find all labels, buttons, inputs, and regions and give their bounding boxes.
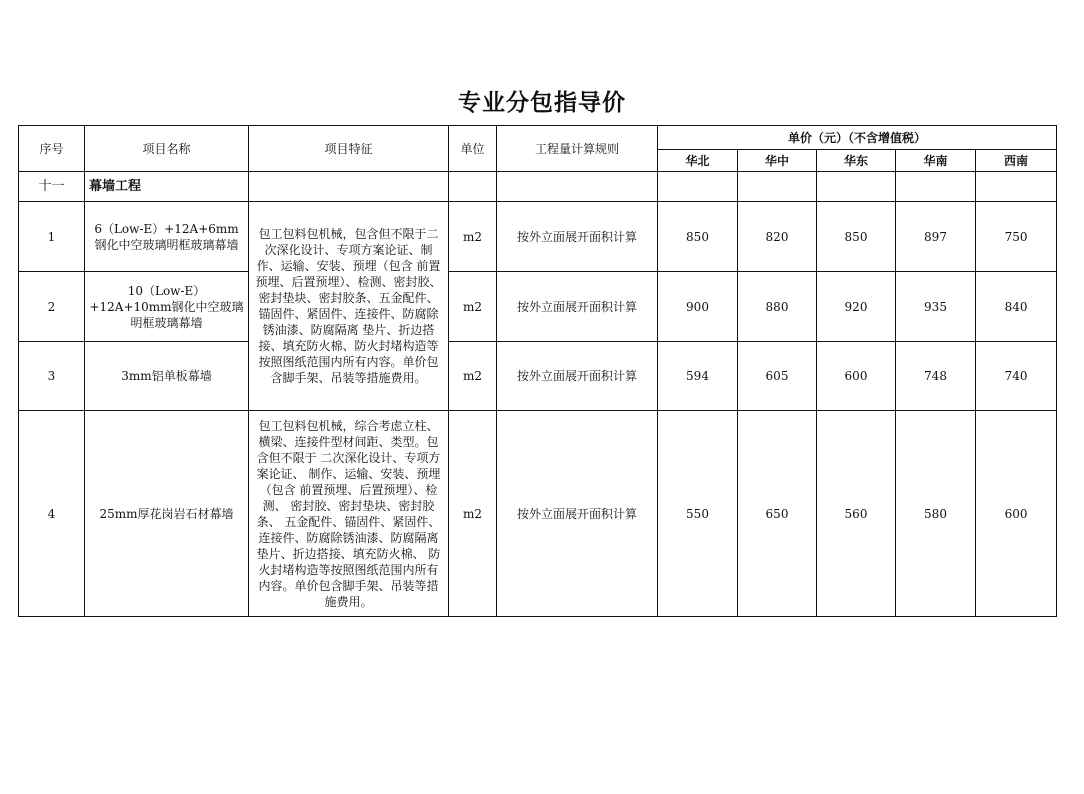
empty-cell <box>896 172 976 202</box>
header-region-huanan: 华南 <box>896 150 976 172</box>
price-huazhong: 820 <box>738 202 817 272</box>
empty-cell <box>497 172 658 202</box>
header-rule: 工程量计算规则 <box>497 126 658 172</box>
price-xinan: 600 <box>976 411 1057 617</box>
table-row <box>19 272 1057 342</box>
price-huabei: 900 <box>658 272 738 342</box>
section-row <box>19 172 1057 202</box>
empty-cell <box>976 172 1057 202</box>
table-row <box>19 411 1057 617</box>
price-huanan: 897 <box>896 202 976 272</box>
price-huazhong: 880 <box>738 272 817 342</box>
price-huazhong: 650 <box>738 411 817 617</box>
price-huazhong: 605 <box>738 342 817 411</box>
price-huadong: 600 <box>817 342 896 411</box>
row-unit: m2 <box>449 202 497 272</box>
price-huabei: 594 <box>658 342 738 411</box>
section-no: 十一 <box>19 172 85 202</box>
row-name: 10（Low-E）+12A+10mm钢化中空玻璃明框玻璃幕墙 <box>85 272 249 342</box>
price-xinan: 750 <box>976 202 1057 272</box>
row-no: 2 <box>19 272 85 342</box>
price-huanan: 935 <box>896 272 976 342</box>
section-name: 幕墙工程 <box>85 172 249 202</box>
row-name: 25mm厚花岗岩石材幕墙 <box>85 411 249 617</box>
empty-cell <box>817 172 896 202</box>
empty-cell <box>658 172 738 202</box>
table-row <box>19 342 1057 411</box>
price-table <box>18 125 1057 617</box>
header-feature: 项目特征 <box>249 126 449 172</box>
row-unit: m2 <box>449 411 497 617</box>
header-price-group: 单价（元）（不含增值税） <box>658 126 1057 150</box>
header-region-huadong: 华东 <box>817 150 896 172</box>
header-row <box>19 126 1057 150</box>
price-huanan: 748 <box>896 342 976 411</box>
row-no: 4 <box>19 411 85 617</box>
row-rule: 按外立面展开面积计算 <box>497 202 658 272</box>
empty-cell <box>738 172 817 202</box>
price-huanan: 580 <box>896 411 976 617</box>
header-region-xinan: 西南 <box>976 150 1057 172</box>
page-title: 专业分包指导价 <box>458 90 626 116</box>
price-huadong: 560 <box>817 411 896 617</box>
row-name: 3mm铝单板幕墙 <box>85 342 249 411</box>
table-row <box>19 202 1057 272</box>
row-rule: 按外立面展开面积计算 <box>497 272 658 342</box>
price-xinan: 840 <box>976 272 1057 342</box>
row-name: 6（Low-E）+12A+6mm钢化中空玻璃明框玻璃幕墙 <box>85 202 249 272</box>
row-unit: m2 <box>449 272 497 342</box>
empty-cell <box>249 172 449 202</box>
price-huabei: 550 <box>658 411 738 617</box>
row-rule: 按外立面展开面积计算 <box>497 342 658 411</box>
header-region-huabei: 华北 <box>658 150 738 172</box>
row-unit: m2 <box>449 342 497 411</box>
row-rule: 按外立面展开面积计算 <box>497 411 658 617</box>
row-feature: 包工包料包机械，综合考虑立柱、横梁、连接件型材间距、类型。包含但不限于 二次深化设计、专项方案论证、 制作、运输、安装、预埋（包含 前置预埋、后置预埋）、检测、 密封胶、密封垫块、密封胶条、 五金配件、锚固件、紧固件、连接件、防腐除锈油漆、防腐隔离 垫片、折边搭接、填充防火棉、 防火封堵构造等按照图纸范围内所有内容。单价包含脚手架、吊装等措施费用。 <box>249 411 449 617</box>
price-xinan: 740 <box>976 342 1057 411</box>
row-no: 3 <box>19 342 85 411</box>
price-huadong: 850 <box>817 202 896 272</box>
header-no: 序号 <box>19 126 85 172</box>
empty-cell <box>449 172 497 202</box>
header-unit: 单位 <box>449 126 497 172</box>
price-huadong: 920 <box>817 272 896 342</box>
header-name: 项目名称 <box>85 126 249 172</box>
row-feature: 包工包料包机械，包含但不限于二次深化设计、专项方案论证、制作、运输、安装、预埋（包含 前置预埋、后置预埋）、检测、密封胶、密封垫块、密封胶条、五金配件、锚固件、紧固件、连接件、防腐除锈油漆、防腐隔离 垫片、折边搭接、填充防火棉、防火封堵构造等按照图纸范围内所有内容。单价包含脚手架、吊装等措施费用。 <box>249 202 449 411</box>
header-region-huazhong: 华中 <box>738 150 817 172</box>
row-no: 1 <box>19 202 85 272</box>
price-huabei: 850 <box>658 202 738 272</box>
